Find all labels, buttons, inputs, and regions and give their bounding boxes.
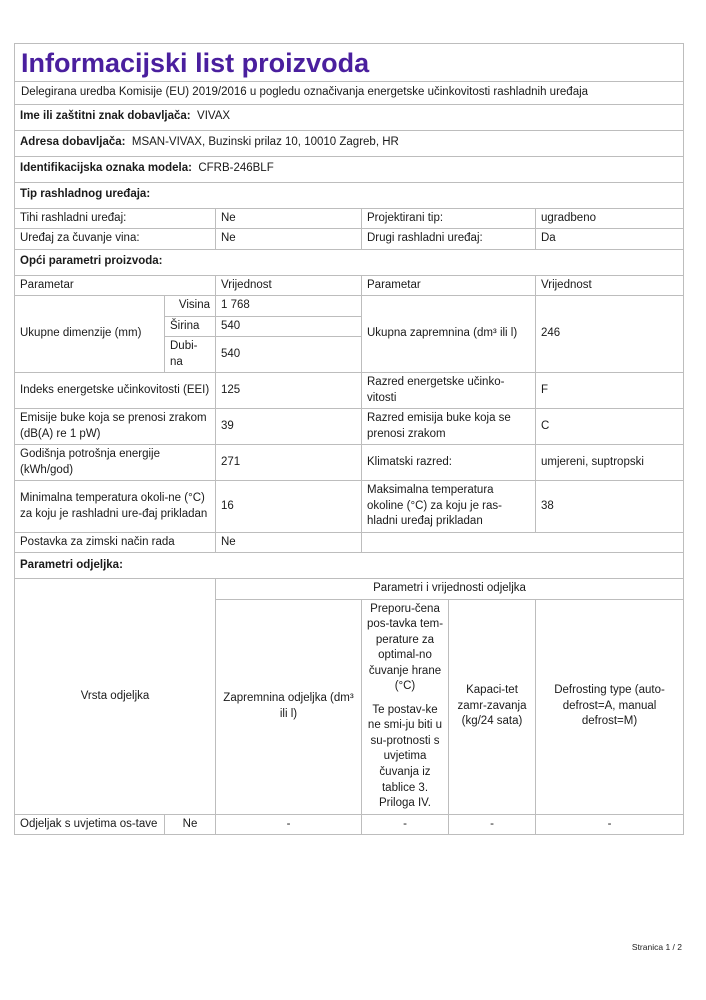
general-row <box>15 481 684 533</box>
compartment-row <box>15 814 684 835</box>
param-label: Maksimalna temperatura okoline (°C) za koju je ras-hladni uređaj prikladan <box>362 481 536 533</box>
page-title: Informacijski list proizvoda <box>15 44 684 82</box>
compartment-freeze: - <box>449 814 536 835</box>
depth-label: Dubi-na <box>165 337 216 373</box>
general-heading: Opći parametri proizvoda: <box>15 249 684 275</box>
supplier-value: VIVAX <box>197 110 231 123</box>
compartment-temp-header <box>362 599 449 814</box>
compartment-freeze-header: Kapaci-tet zamr-zavanja (kg/24 sata) <box>449 599 536 814</box>
compartment-heading: Parametri odjeljka: <box>15 553 684 579</box>
compartment-volume-header: Zapremnina odjeljka (dm³ ili l) <box>216 599 362 814</box>
compartment-present: Ne <box>165 814 216 835</box>
compartment-group-header: Parametri i vrijednosti odjeljka <box>216 579 684 600</box>
regulation-subtitle: Delegirana uredba Komisije (EU) 2019/2016 u pogledu označivanja energetske učinkovitosti rashladnih uređaja <box>15 82 684 105</box>
address-label: Adresa dobavljača: <box>20 136 126 149</box>
page-number: Stranica 1 / 2 <box>631 942 682 952</box>
winter-row <box>15 532 684 553</box>
param-value: 38 <box>536 481 684 533</box>
type-label: Drugi rashladni uređaj: <box>362 229 536 250</box>
model-label: Identifikacijska oznaka modela: <box>20 162 192 175</box>
param-label: Emisije buke koja se prenosi zrakom (dB(A) re 1 pW) <box>15 409 216 445</box>
compartment-temp: - <box>362 814 449 835</box>
width-value: 540 <box>216 316 362 337</box>
height-value: 1 768 <box>216 296 362 317</box>
header-value: Vrijednost <box>536 275 684 296</box>
compartment-type-header: Vrsta odjeljka <box>15 579 216 814</box>
model-value: CFRB-246BLF <box>198 162 274 175</box>
type-row <box>15 229 684 250</box>
param-value: 271 <box>216 445 362 481</box>
param-label: Godišnja potrošnja energije (kWh/god) <box>15 445 216 481</box>
type-row <box>15 208 684 229</box>
depth-value: 540 <box>216 337 362 373</box>
param-value: umjereni, suptropski <box>536 445 684 481</box>
compartment-defrost: - <box>536 814 684 835</box>
header-value: Vrijednost <box>216 275 362 296</box>
info-table <box>14 43 684 835</box>
general-row <box>15 373 684 409</box>
type-label: Uređaj za čuvanje vina: <box>15 229 216 250</box>
temp-note-text: Te postav-ke ne smi-ju biti u su-protnosti s uvjetima čuvanja iz tablice 3. Priloga IV. <box>367 703 443 810</box>
type-value: Ne <box>216 229 362 250</box>
general-header-row <box>15 275 684 296</box>
param-label: Indeks energetske učinkovitosti (EEI) <box>15 373 216 409</box>
volume-value: 246 <box>536 296 684 373</box>
height-label: Visina <box>165 296 216 317</box>
dimensions-label: Ukupne dimenzije (mm) <box>15 296 165 373</box>
param-value: C <box>536 409 684 445</box>
param-value: 39 <box>216 409 362 445</box>
volume-label: Ukupna zapremnina (dm³ ili l) <box>362 296 536 373</box>
compartment-defrost-header: Defrosting type (auto-defrost=A, manual defrost=M) <box>536 599 684 814</box>
product-information-sheet <box>14 43 683 835</box>
param-label: Razred energetske učinko-vitosti <box>362 373 536 409</box>
type-label: Tihi rashladni uređaj: <box>15 208 216 229</box>
supplier-label: Ime ili zaštitni znak dobavljača: <box>20 110 191 123</box>
header-parameter: Parametar <box>362 275 536 296</box>
param-value: 125 <box>216 373 362 409</box>
param-value: 16 <box>216 481 362 533</box>
supplier-row <box>15 104 684 130</box>
param-label: Minimalna temperatura okoli-ne (°C) za koju je rashladni ure-đaj prikladan <box>15 481 216 533</box>
type-heading: Tip rashladnog uređaja: <box>15 182 684 208</box>
address-row <box>15 130 684 156</box>
compartment-volume: - <box>216 814 362 835</box>
type-value: Ne <box>216 208 362 229</box>
model-row <box>15 156 684 182</box>
param-value: F <box>536 373 684 409</box>
general-row <box>15 409 684 445</box>
width-label: Širina <box>165 316 216 337</box>
address-value: MSAN-VIVAX, Buzinski prilaz 10, 10010 Zagreb, HR <box>131 136 399 149</box>
compartment-name: Odjeljak s uvjetima os-tave <box>15 814 165 835</box>
type-value: Da <box>536 229 684 250</box>
general-row <box>15 445 684 481</box>
type-label: Projektirani tip: <box>362 208 536 229</box>
winter-value: Ne <box>216 532 362 553</box>
param-label: Klimatski razred: <box>362 445 536 481</box>
temp-setting-text: Preporu-čena pos-tavka tem-perature za optimal-no čuvanje hrane (°C) <box>366 602 444 693</box>
type-value: ugradbeno <box>536 208 684 229</box>
header-parameter: Parametar <box>15 275 216 296</box>
param-label: Razred emisija buke koja se prenosi zrakom <box>362 409 536 445</box>
winter-label: Postavka za zimski način rada <box>15 532 216 553</box>
